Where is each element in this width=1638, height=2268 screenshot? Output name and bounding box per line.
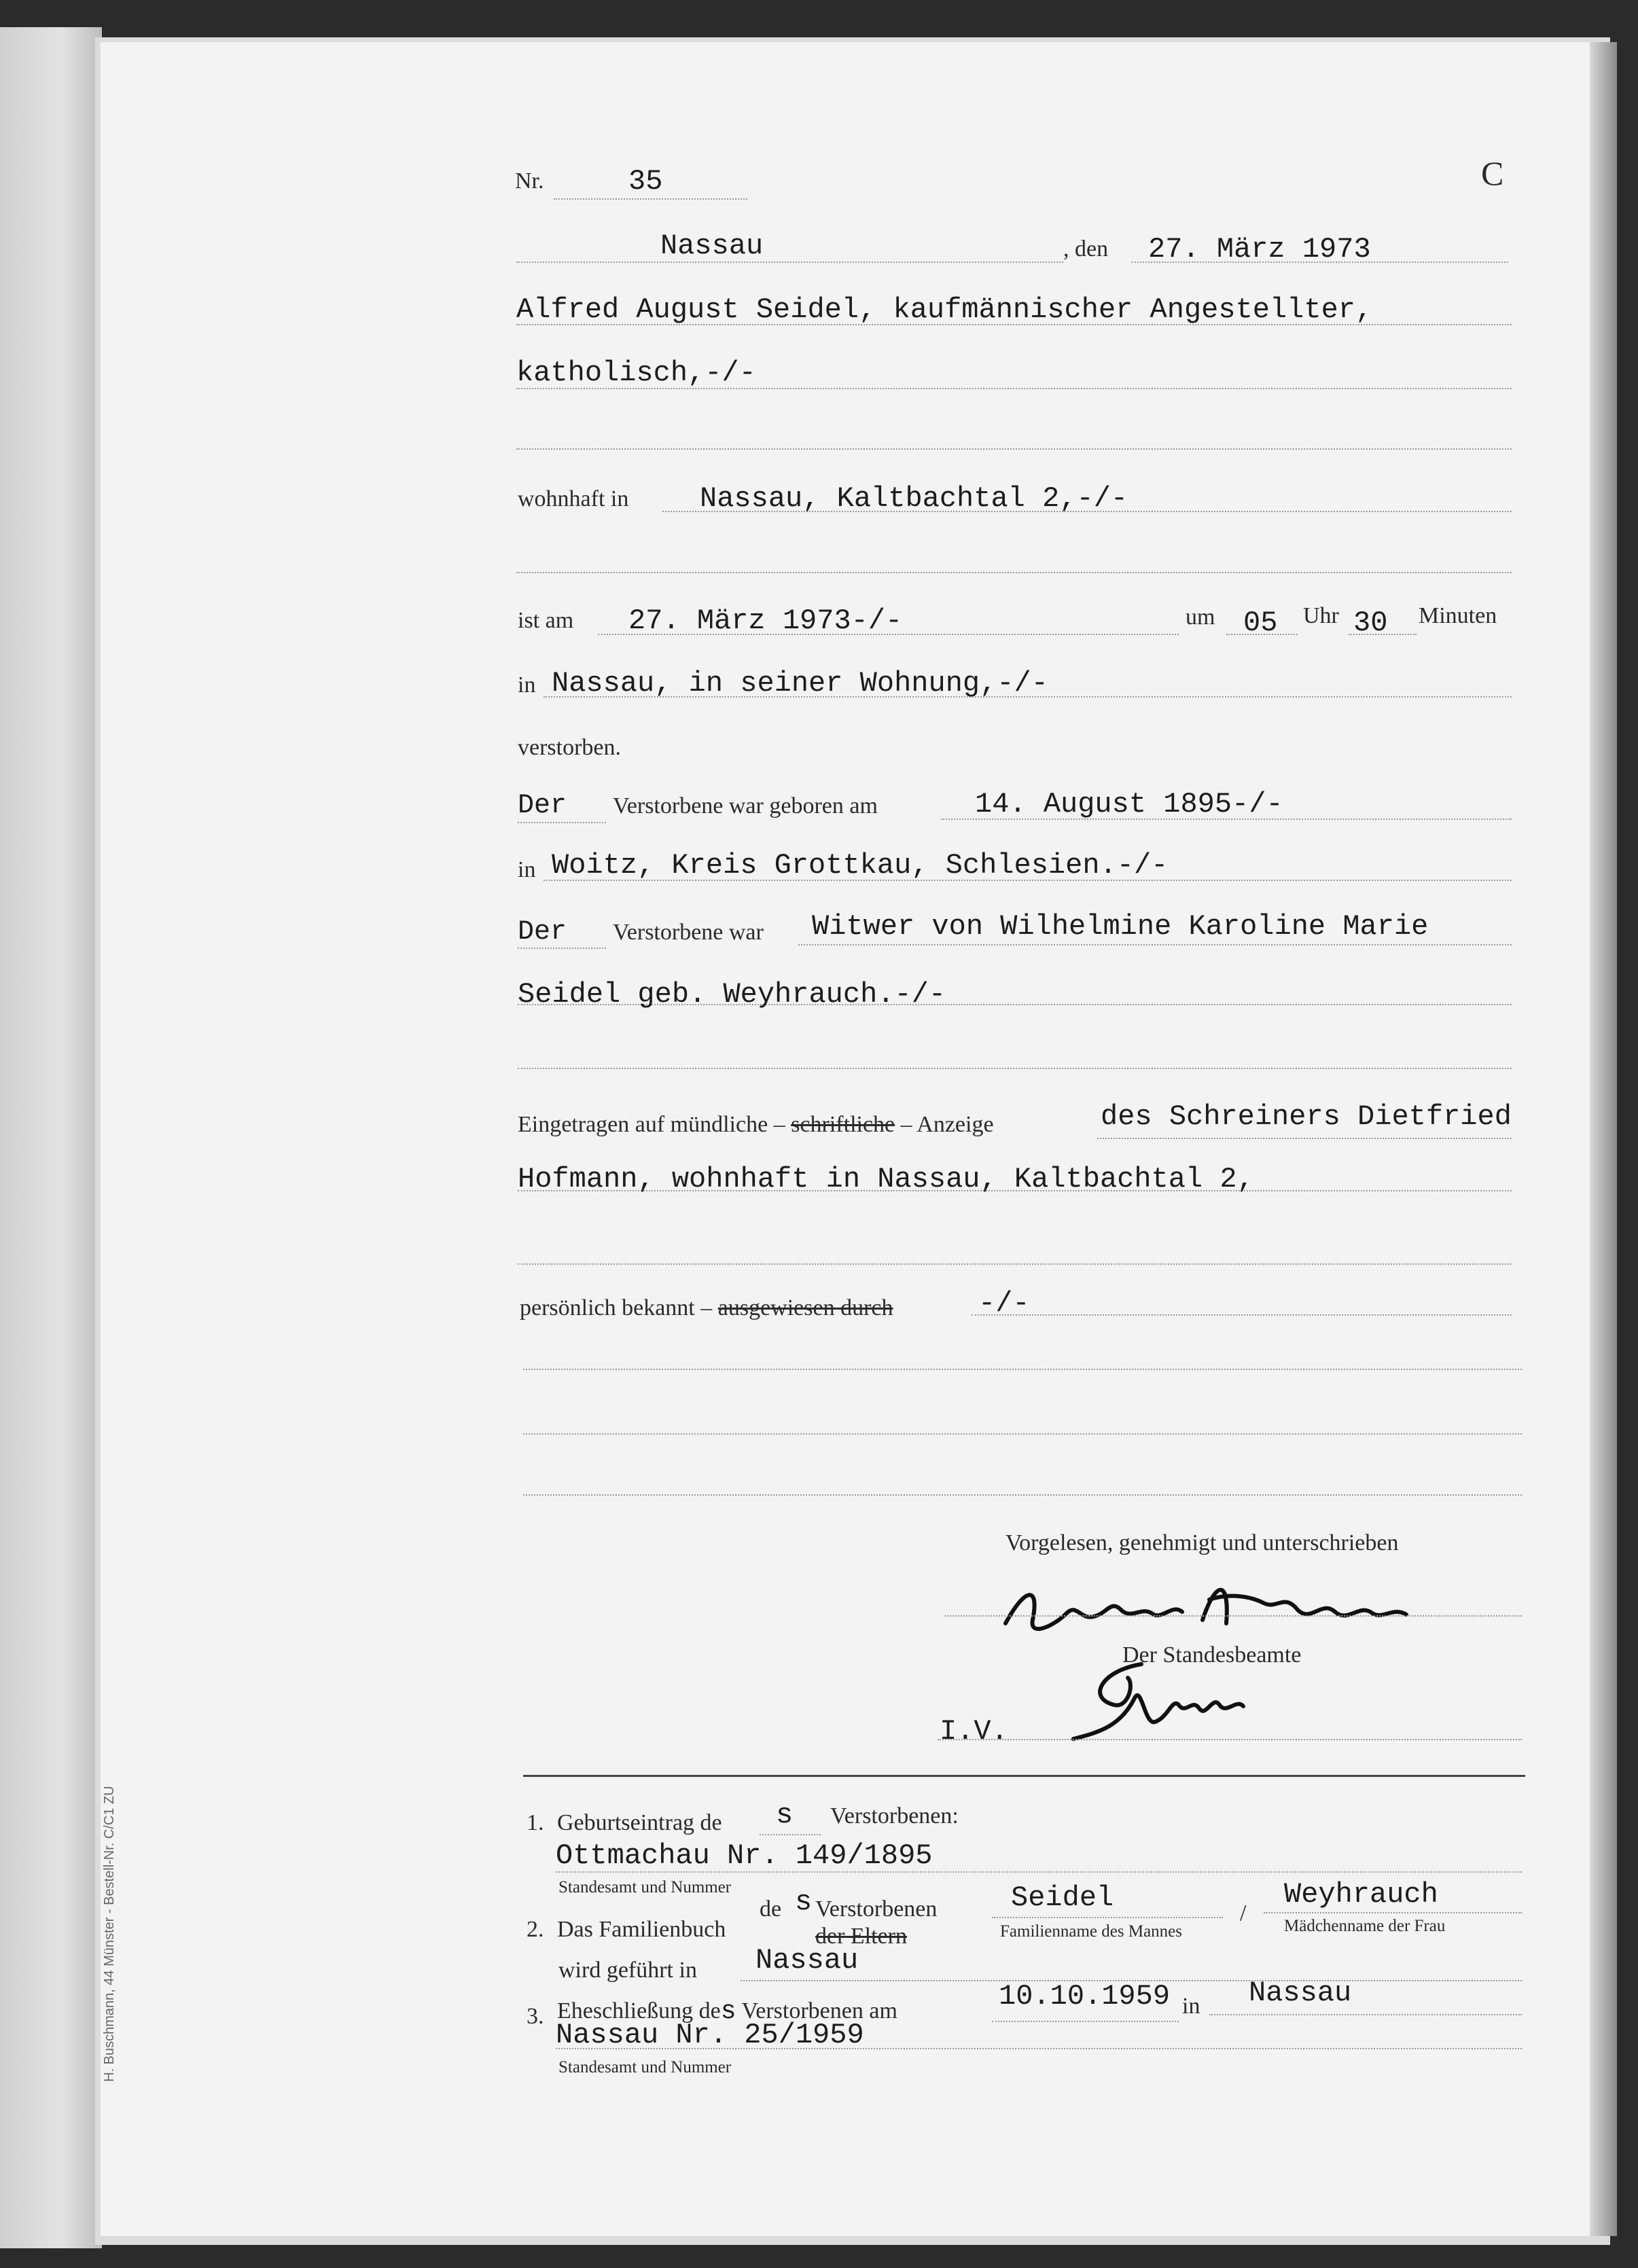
report-line-1 (1097, 1138, 1512, 1139)
place-value: Nassau (660, 230, 764, 262)
verstorben-label: verstorben. (518, 735, 622, 760)
residence-value: Nassau, Kaltbachtal 2,-/- (700, 482, 1128, 515)
report-label-prefix: Eingetragen auf mündliche – (518, 1112, 785, 1137)
nr-line (554, 198, 747, 200)
item1-label-a: Geburtseintrag de (557, 1810, 722, 1835)
item3-in: in (1182, 1994, 1200, 2019)
birth-date: 14. August 1895-/- (975, 788, 1283, 821)
marital-line-1 (798, 944, 1512, 946)
blank-line-6 (523, 1433, 1522, 1435)
death-in-label: in (518, 672, 536, 698)
informant-signature-line (944, 1615, 1522, 1617)
death-hour: 05 (1243, 607, 1278, 639)
item3-label-b: Verstorbenen am (741, 1998, 897, 2023)
blank-line-4 (518, 1263, 1512, 1265)
report-label-struck: schriftliche (791, 1112, 895, 1137)
item3-value: Nassau Nr. 25/1959 (556, 2019, 864, 2051)
blank-line-5 (523, 1369, 1522, 1370)
person-line-1-text: Alfred August Seidel, kaufmännischer Angestellter, (516, 293, 1373, 326)
registrar-label: Der Standesbeamte (1122, 1642, 1302, 1668)
page-right-edge (1590, 42, 1617, 2236)
item3-date: 10.10.1959 (999, 1980, 1171, 2013)
facing-page (0, 27, 102, 2248)
marital-der-line (518, 948, 606, 949)
item2-husband-line (992, 1917, 1223, 1918)
identity-label (520, 1295, 893, 1321)
registration-date: 27. März 1973 (1148, 233, 1371, 266)
blank-line-1 (516, 448, 1512, 450)
item2-slash: / (1240, 1901, 1247, 1926)
item2-line2-label: wird geführt in (558, 1958, 697, 1983)
um-label: um (1186, 605, 1215, 630)
registrar-signature-line (938, 1739, 1522, 1740)
item2-de: de (760, 1896, 782, 1922)
item3-caption: Standesamt und Nummer (558, 2058, 732, 2076)
item2-verstorbenen: Verstorbenen (815, 1896, 938, 1922)
death-date: 27. März 1973-/- (628, 605, 903, 637)
form-letter: C (1481, 154, 1504, 192)
den-label: , den (1063, 236, 1109, 262)
blank-line-2 (516, 572, 1512, 573)
signature-heading: Vorgelesen, genehmigt und unterschrieben (1005, 1530, 1399, 1555)
item2-husband-caption: Familienname des Mannes (1000, 1922, 1182, 1941)
nr-label: Nr. (515, 168, 544, 194)
item2-husband: Seidel (1011, 1882, 1114, 1914)
marital-line-1-text: Witwer von Wilhelmine Karoline Marie (812, 910, 1429, 943)
registrar-signature (1060, 1657, 1250, 1752)
uhr-label: Uhr (1303, 603, 1339, 628)
report-line-2-text: Hofmann, wohnhaft in Nassau, Kaltbachtal 2, (518, 1163, 1254, 1195)
identity-line (972, 1314, 1512, 1316)
item1-label-b: Verstorbenen: (830, 1803, 959, 1829)
birth-der-line (518, 822, 606, 823)
item1-suffix-line (760, 1834, 821, 1835)
birth-label: Verstorbene war geboren am (613, 793, 878, 818)
item2-wife: Weyhrauch (1284, 1878, 1438, 1911)
item2-place: Nassau (755, 1944, 859, 1977)
item3-place: Nassau (1249, 1977, 1352, 2009)
place-line (516, 262, 1063, 263)
birth-der-prefix: Der (518, 791, 567, 821)
item2-suffix: s (795, 1886, 813, 1918)
minuten-label: Minuten (1419, 603, 1497, 628)
death-minutes: 30 (1353, 607, 1388, 639)
identity-value: -/- (978, 1287, 1030, 1320)
item1-number: 1. (527, 1810, 544, 1835)
blank-line-7 (523, 1494, 1522, 1496)
marital-line-2-text: Seidel geb. Weyhrauch.-/- (518, 978, 946, 1011)
item3-date-line (992, 2021, 1179, 2022)
birth-place: Woitz, Kreis Grottkau, Schlesien.-/- (552, 849, 1169, 882)
death-place: Nassau, in seiner Wohnung,-/- (552, 667, 1048, 700)
item3-suffix: s (720, 1997, 736, 2026)
marital-label: Verstorbene war (613, 920, 764, 945)
item1-value: Ottmachau Nr. 149/1895 (556, 1839, 933, 1872)
birth-in-label: in (518, 857, 536, 882)
person-line-2-text: katholisch,-/- (516, 357, 756, 389)
item1-caption: Standesamt und Nummer (558, 1878, 732, 1896)
item3-place-line (1209, 2014, 1522, 2015)
report-label (518, 1112, 994, 1138)
report-line-1-text: des Schreiners Dietfried (1101, 1100, 1512, 1133)
residence-label: wohnhaft in (518, 486, 629, 511)
nr-value: 35 (628, 165, 663, 198)
identity-label-prefix: persönlich bekannt – (520, 1295, 713, 1320)
report-label-suffix: – Anzeige (900, 1112, 994, 1137)
side-imprint: H. Buschmann, 44 Münster - Bestell-Nr. C/C1 ZU (102, 1786, 117, 2082)
marital-der-prefix: Der (518, 917, 567, 948)
item2-number: 2. (527, 1917, 544, 1942)
footer-divider (523, 1775, 1525, 1777)
item2-wife-caption: Mädchenname der Frau (1284, 1917, 1446, 1935)
identity-label-struck: ausgewiesen durch (717, 1295, 893, 1320)
iv-label: I.V. (940, 1715, 1008, 1748)
item2-struck: der Eltern (815, 1924, 907, 1949)
item1-suffix: s (776, 1799, 794, 1831)
item3-number: 3. (527, 2004, 544, 2029)
informant-signature (999, 1572, 1420, 1654)
item2-label: Das Familienbuch (557, 1917, 726, 1942)
blank-line-3 (518, 1068, 1512, 1069)
ist-am-label: ist am (518, 608, 574, 633)
item2-wife-line (1264, 1912, 1522, 1913)
item3-label-a-text: Eheschließung de (557, 1998, 721, 2023)
